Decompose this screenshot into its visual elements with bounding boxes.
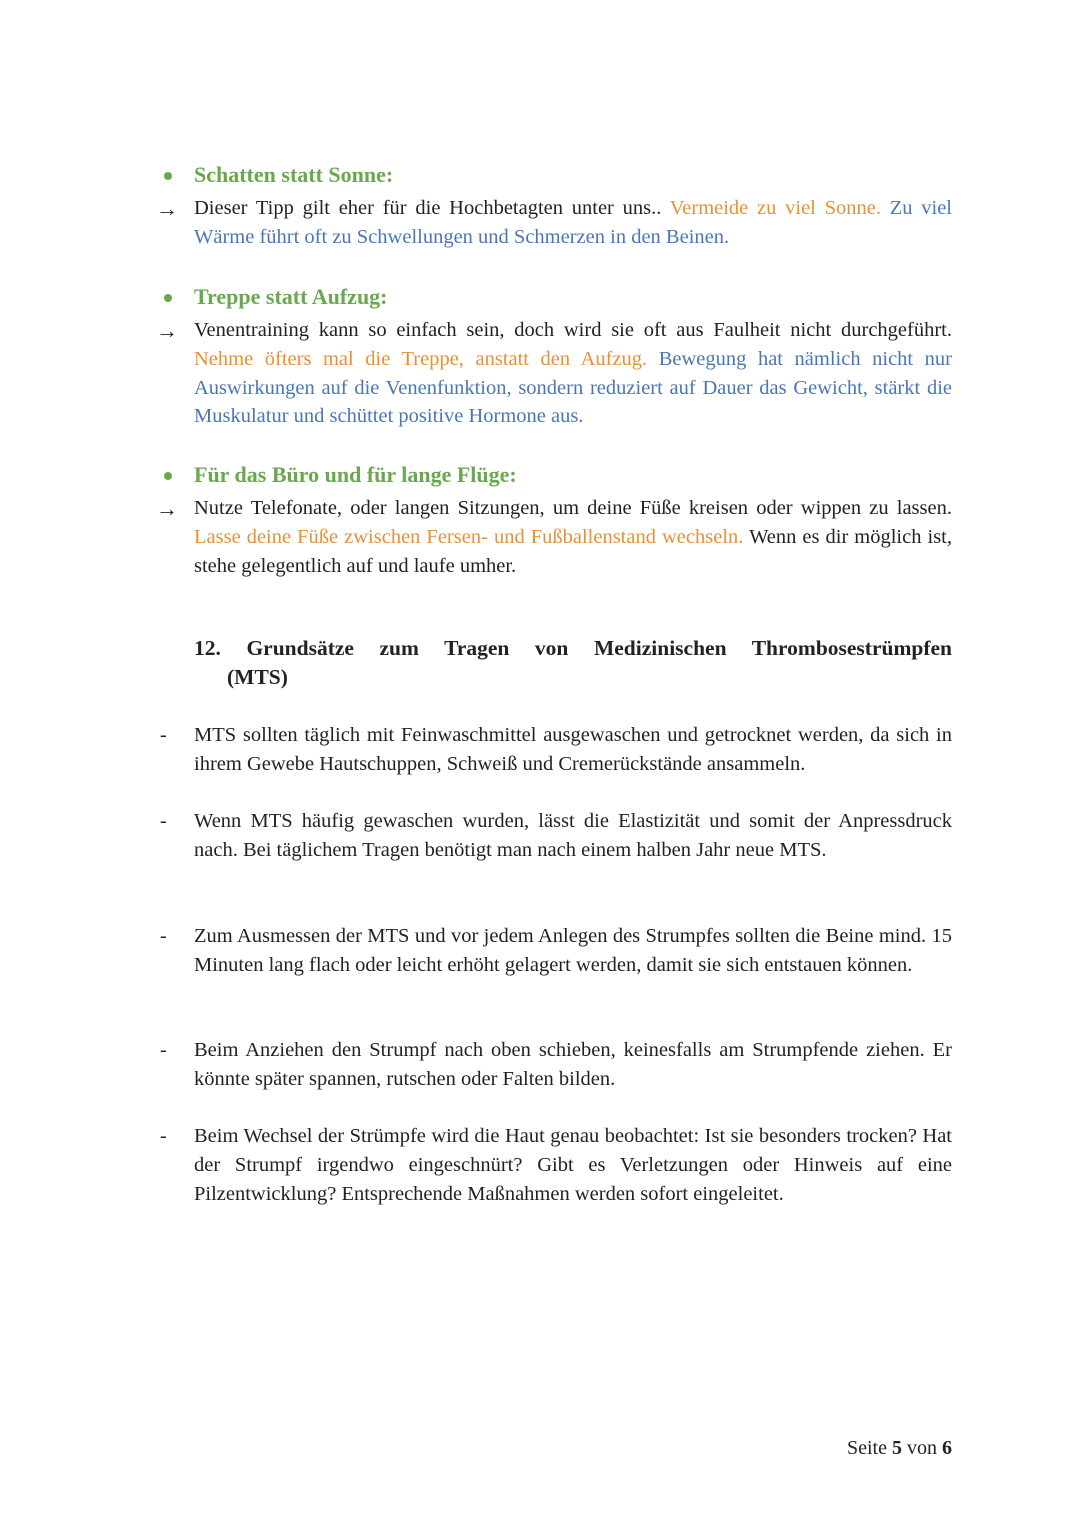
list-item (150, 922, 952, 980)
tip-text: Venentraining kann so einfach sein, doch wird sie oft aus Faulheit nicht durchgeführt. Nehme öfters mal die Treppe, anstatt den Aufzug. Bewegung hat nämlich nicht nur Auswirkungen auf die Venenfunktion, sondern reduziert auf Dauer das Gewicht, stärkt die Muskulatur und schüttet positive Hormone aus. (194, 319, 953, 428)
rule-text: MTS sollten täglich mit Feinwaschmittel ausgewaschen und getrocknet werden, da sich in ihrem Gewebe Hautschuppen, Schweiß und Cremerückstände ansammeln. (194, 724, 952, 775)
rule-text: Zum Ausmessen der MTS und vor jedem Anlegen des Strumpfes sollten die Beine mind. 15 Minuten lang flach oder leicht erhöht gelagert werden, damit sie sich entstauen können. (194, 925, 952, 976)
tip-title: Treppe statt Aufzug: (194, 284, 388, 309)
list-item (150, 807, 952, 865)
bullet-dot-icon (164, 294, 172, 302)
arrow-right-icon: → (156, 318, 178, 343)
arrow-right-icon: → (156, 196, 178, 221)
tip-text: Nutze Telefonate, oder langen Sitzungen, um deine Füße kreisen oder wippen zu lassen. Lasse deine Füße zwischen Fersen- und Fußballenstand wechseln. Wenn es dir möglich ist, stehe gelegentlich auf und laufe umher. (194, 497, 952, 577)
tip-title: Schatten statt Sonne: (194, 162, 394, 187)
list-item (150, 1122, 952, 1208)
section-number: 12. (194, 636, 221, 660)
bullet-dot-icon (164, 172, 172, 180)
dash-bullet-icon: - (160, 724, 167, 746)
tip-shade (150, 160, 952, 252)
section-heading (194, 634, 952, 692)
list-item (150, 1036, 952, 1094)
section-title-continued: (MTS) (227, 665, 288, 689)
rule-text: Beim Anziehen den Strumpf nach oben schieben, keinesfalls am Strumpfende ziehen. Er könnte später spannen, rutschen oder Falten bilden. (194, 1039, 952, 1090)
dash-bullet-icon: - (160, 925, 167, 947)
dash-bullet-icon: - (160, 810, 167, 832)
rule-text: Beim Wechsel der Strümpfe wird die Haut genau beobachtet: Ist sie besonders trocken? Hat der Strumpf irgendwo eingeschnürt? Gibt es Verletzungen oder Hinweis auf eine Pilzentwicklung? Entsprechende Maßnahmen werden sofort eingeleitet. (194, 1125, 952, 1205)
page-number: Seite 5 von 6 (847, 1437, 952, 1459)
section-title: Grundsätze zum Tragen von Medizinischen Thrombosestrümpfen (246, 636, 952, 660)
rule-text: Wenn MTS häufig gewaschen wurden, lässt die Elastizität und somit der Anpressdruck nach. Bei täglichem Tragen benötigt man nach einem halben Jahr neue MTS. (194, 810, 952, 861)
tip-stairs (150, 282, 952, 431)
tip-text: Dieser Tipp gilt eher für die Hochbetagten unter uns.. Vermeide zu viel Sonne. Zu viel Wärme führt oft zu Schwellungen und Schmerzen in den Beinen. (194, 197, 952, 248)
arrow-right-icon: → (156, 496, 178, 521)
bullet-dot-icon (164, 472, 172, 480)
dash-bullet-icon: - (160, 1125, 167, 1147)
dash-bullet-icon: - (160, 1039, 167, 1061)
tip-title: Für das Büro und für lange Flüge: (194, 462, 517, 487)
list-item (150, 721, 952, 779)
tip-office-flights (150, 460, 952, 580)
